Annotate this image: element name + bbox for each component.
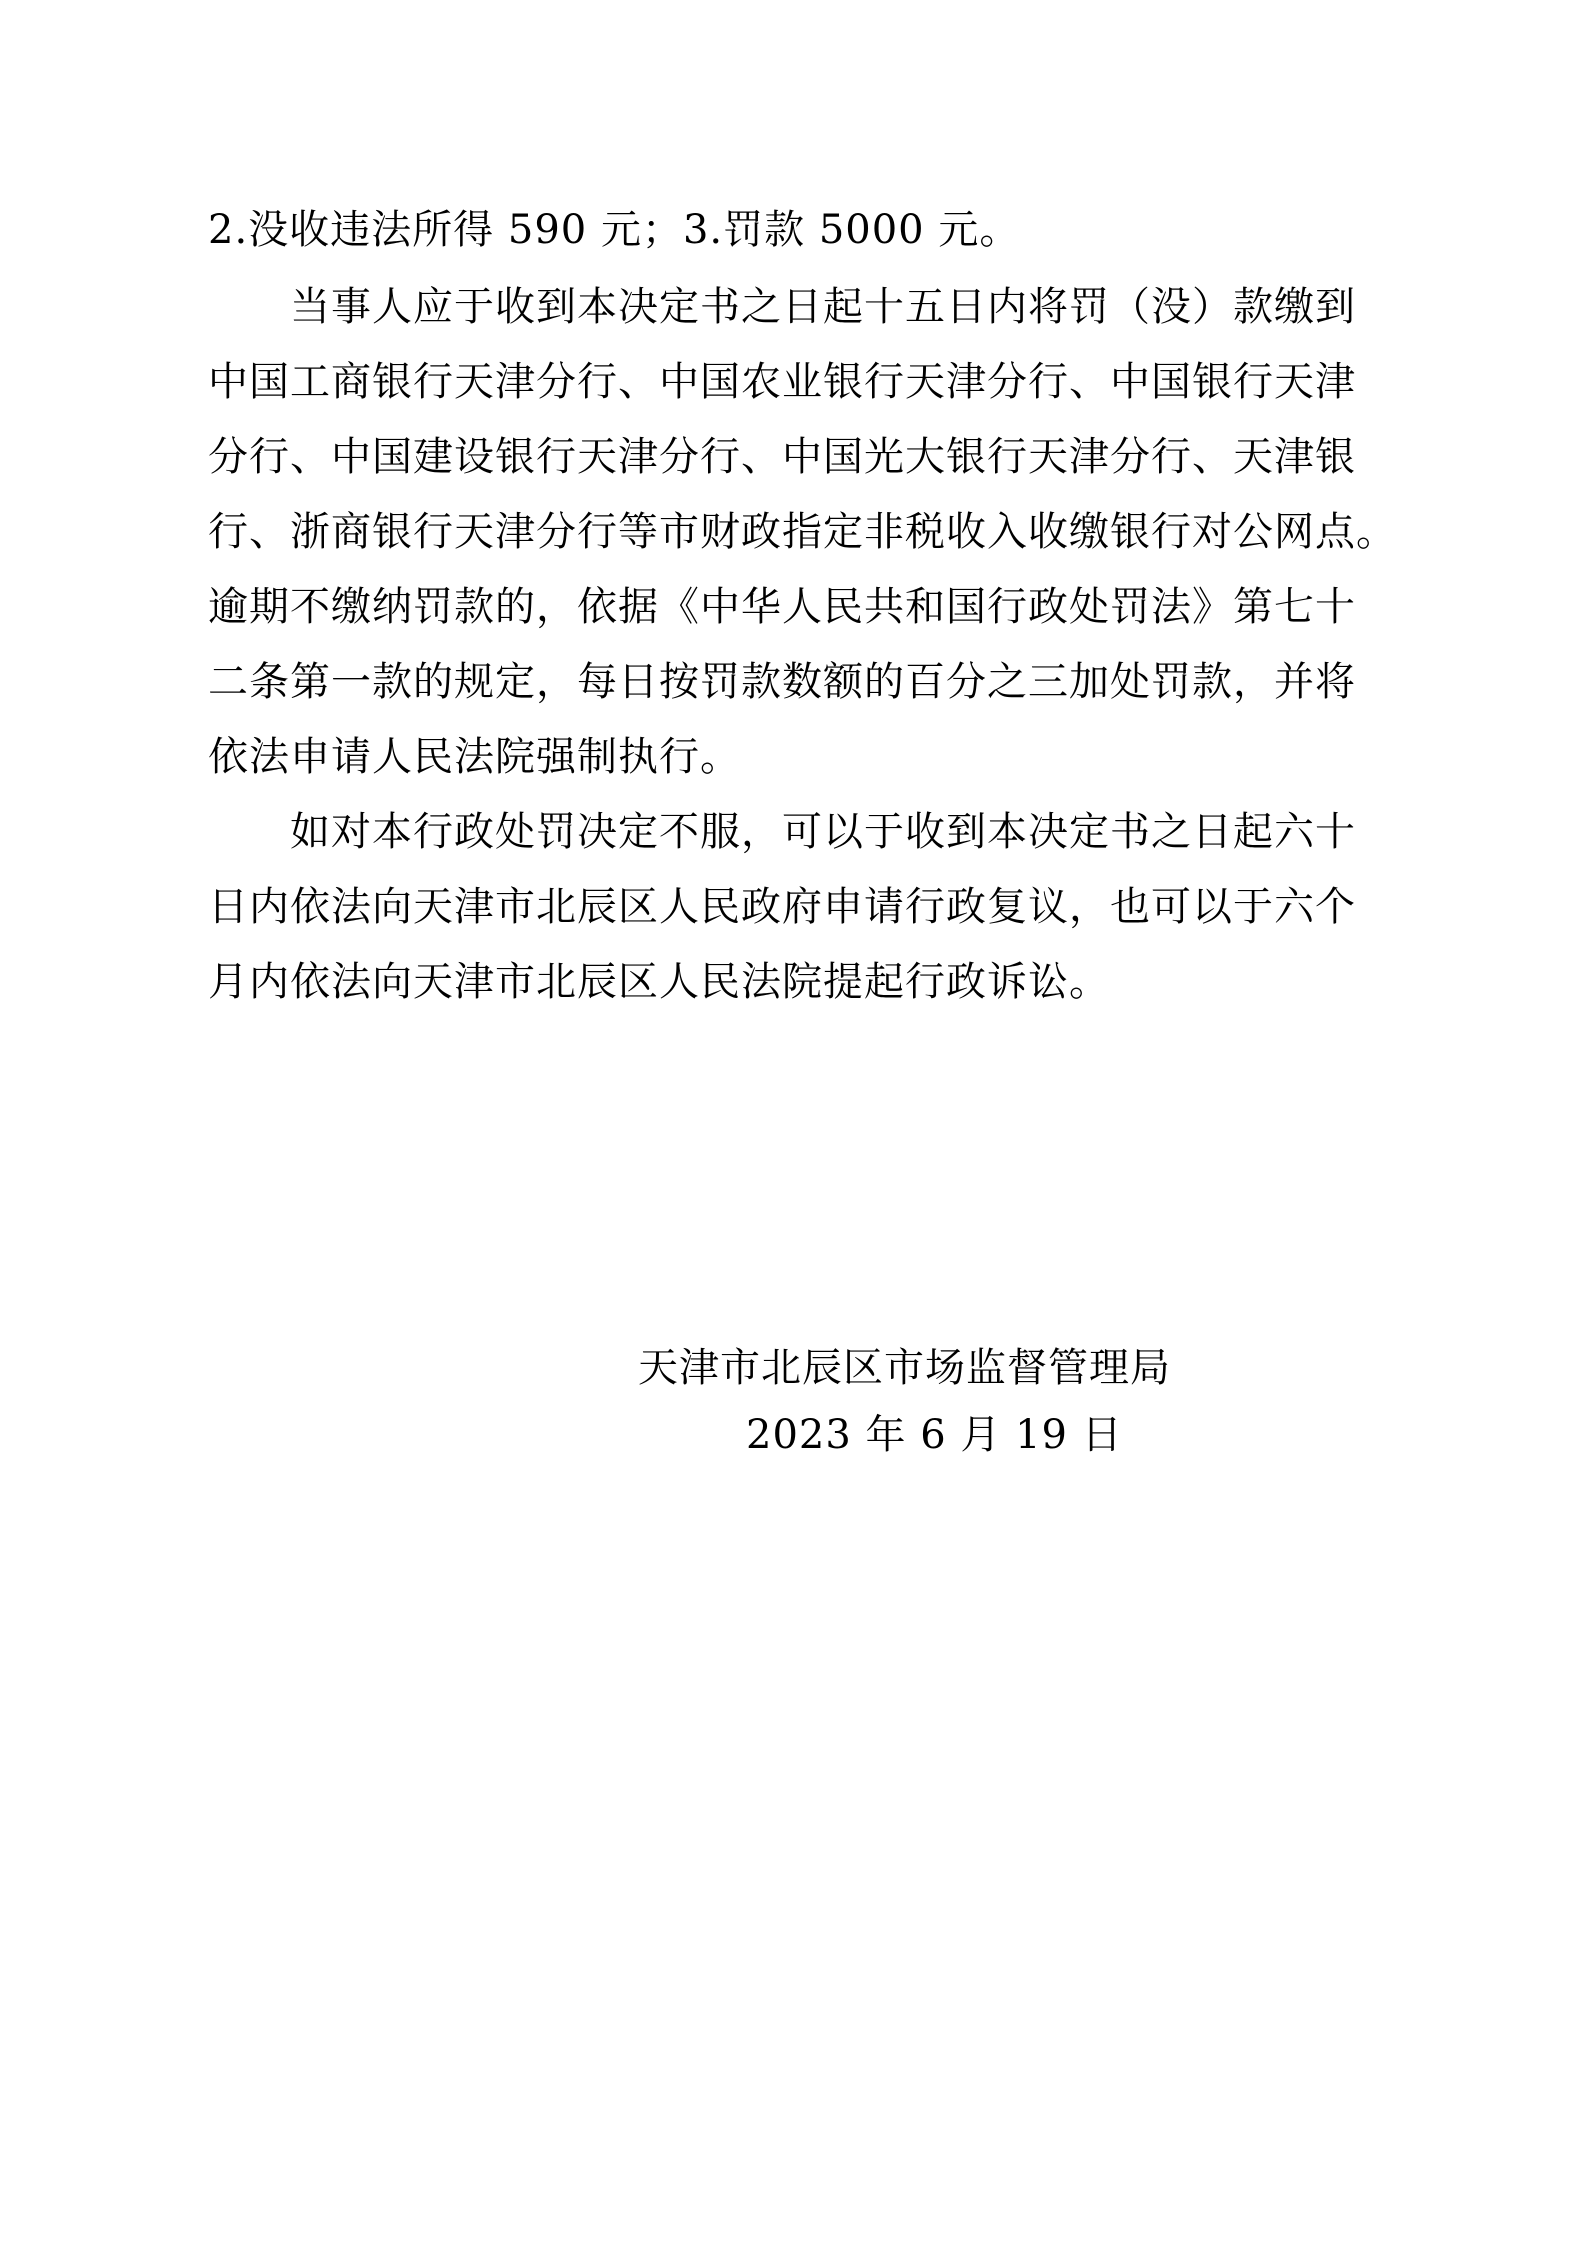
penalty-items-line: 2.没收违法所得 590 元；3.罚款 5000 元。 [208,207,1021,253]
payment-paragraph-line-3: 分行、中国建设银行天津分行、中国光大银行天津分行、天津银 [208,434,1356,480]
issuing-organization: 天津市北辰区市场监督管理局 [638,1345,1171,1391]
payment-paragraph-line-4: 行、浙商银行天津分行等市财政指定非税收入收缴银行对公网点。 [208,509,1397,555]
payment-paragraph-line-7: 依法申请人民法院强制执行。 [208,734,741,780]
payment-paragraph-line-5: 逾期不缴纳罚款的，依据《中华人民共和国行政处罚法》第七十 [208,584,1356,630]
payment-paragraph-line-2: 中国工商银行天津分行、中国农业银行天津分行、中国银行天津 [208,359,1356,405]
appeal-paragraph-line-3: 月内依法向天津市北辰区人民法院提起行政诉讼。 [208,959,1110,1005]
issue-date: 2023 年 6 月 19 日 [746,1412,1123,1458]
payment-paragraph-line-6: 二条第一款的规定，每日按罚款数额的百分之三加处罚款，并将 [208,659,1356,705]
appeal-paragraph-line-2: 日内依法向天津市北辰区人民政府申请行政复议，也可以于六个 [208,884,1356,930]
appeal-paragraph-line-1: 如对本行政处罚决定不服，可以于收到本决定书之日起六十 [290,809,1356,855]
payment-paragraph-line-1: 当事人应于收到本决定书之日起十五日内将罚（没）款缴到 [290,284,1356,330]
